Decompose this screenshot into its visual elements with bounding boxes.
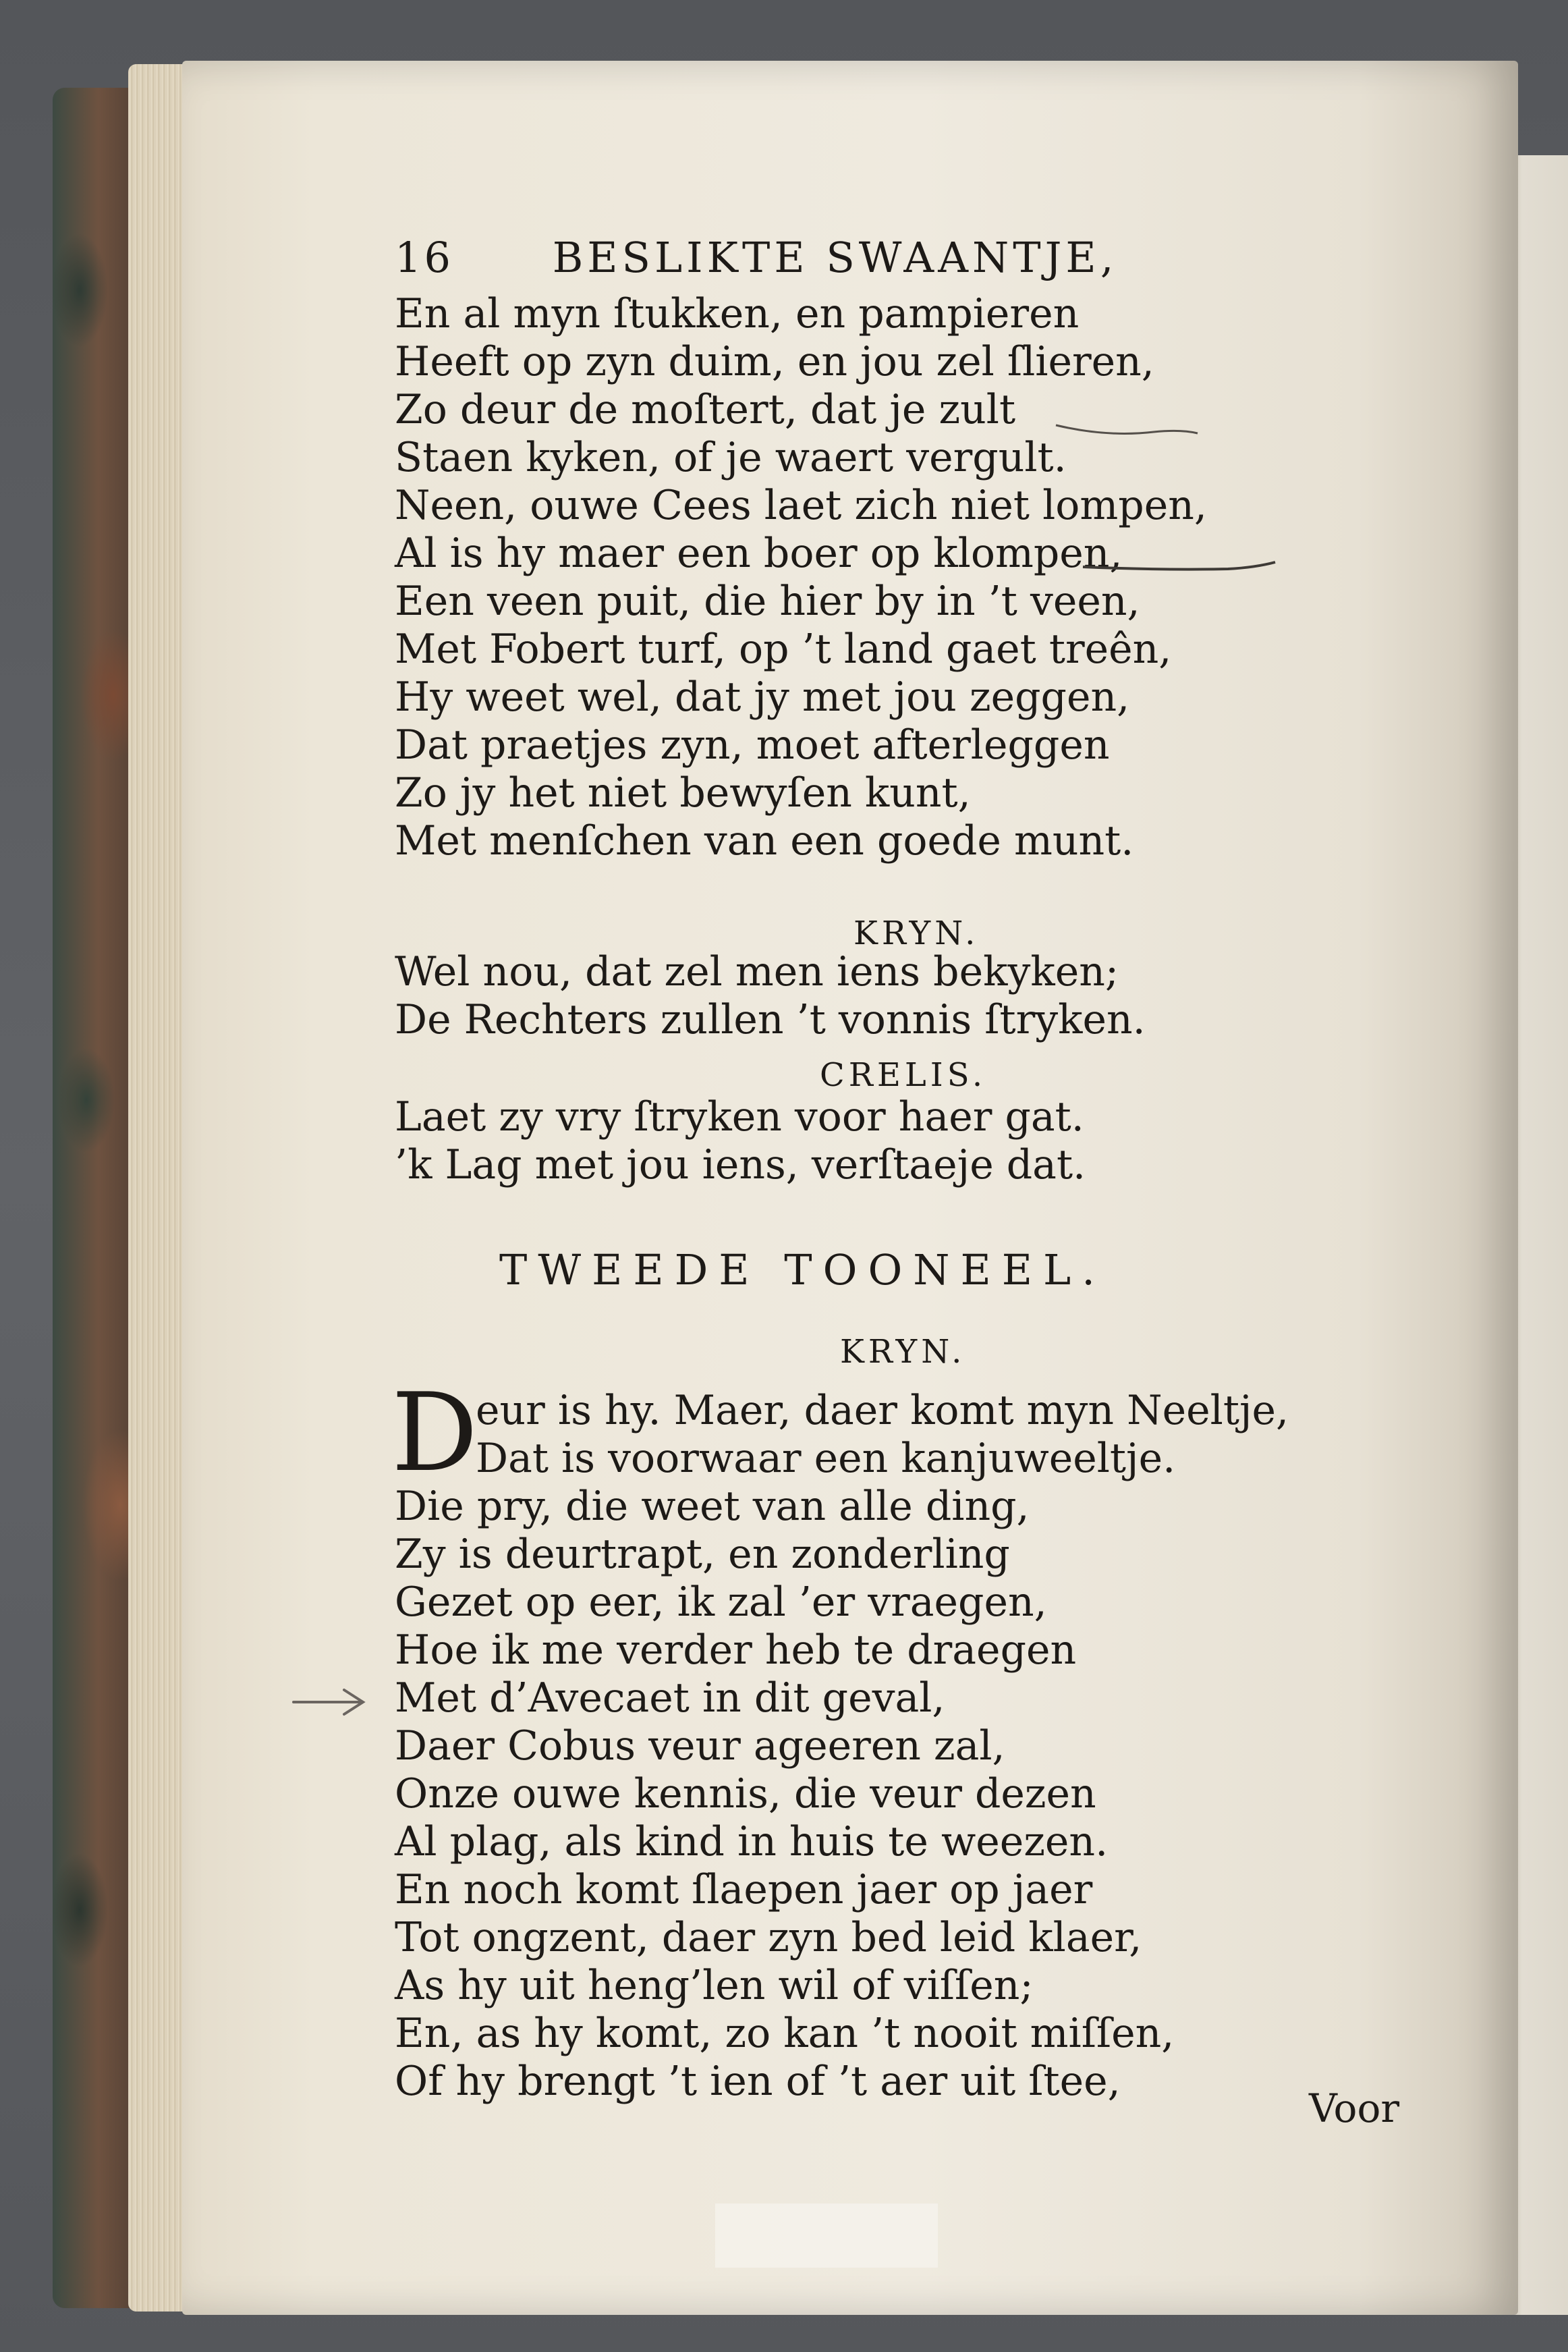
verse-line: Zo deur de moſtert, dat je zult (395, 386, 1016, 433)
verse-line: Met Fobert turf, op ’t land gaet treên, (395, 626, 1172, 673)
verse-line: eur is hy. Maer, daer komt myn Neeltje, (476, 1387, 1289, 1434)
verse-line: Daer Cobus veur ageeren zal, (395, 1722, 1005, 1770)
running-title: BESLIKTE SWAANTJE, (552, 233, 1118, 282)
verse-line: Hoe ik me verder heb te draegen (395, 1626, 1077, 1674)
verse-line: Of hy brengt ’t ien of ’t aer uit ſtee, (395, 2058, 1121, 2105)
verse-line: ’k Lag met jou iens, verſtaeje dat. (395, 1141, 1086, 1188)
verse-line: Met menſchen van een goede munt. (395, 817, 1134, 865)
verse-line: Dat praetjes zyn, moet afterleggen (395, 721, 1110, 769)
verse-line: Neen, ouwe Cees laet zich niet lompen, (395, 482, 1207, 529)
verse-line: Onze ouwe kennis, die veur dezen (395, 1770, 1096, 1817)
verse-line: Laet zy vry ſtryken voor haer gat. (395, 1093, 1084, 1141)
verse-line: Gezet op eer, ik zal ’er vraegen, (395, 1579, 1047, 1626)
scene-heading: TWEEDE TOONEEL. (499, 1245, 1106, 1294)
verse-line: Een veen puit, die hier by in ’t veen, (395, 578, 1140, 625)
verse-line: Met d’Avecaet in dit geval, (395, 1674, 945, 1722)
verse-line: Dat is voorwaar een kanjuweeltje. (476, 1435, 1176, 1482)
verse-block-top (395, 290, 1207, 865)
paper-label (715, 2204, 938, 2268)
verse-line: Al is hy maer een boer op klompen, (395, 530, 1123, 577)
verse-line: De Rechters zullen ’t vonnis ſtryken. (395, 996, 1146, 1043)
speaker-kryn: KRYN. (853, 914, 980, 952)
verse-line: As hy uit heng’len wil of viſſen; (395, 1962, 1034, 2009)
verse-line: Staen kyken, of je waert vergult. (395, 434, 1067, 481)
verse-line: Zy is deurtrapt, en zonderling (395, 1531, 1010, 1578)
speaker-crelis: CRELIS. (820, 1056, 987, 1094)
verse-block-crelis (395, 1093, 1086, 1189)
verse-line: Heeft op zyn duim, en jou zel ſlieren, (395, 338, 1154, 385)
verse-line: Hy weet wel, dat jy met jou zeggen, (395, 674, 1130, 721)
verse-line: Wel nou, dat zel men iens bekyken; (395, 948, 1119, 995)
verse-line: Zo jy het niet bewyſen kunt, (395, 769, 971, 817)
verse-line: Tot ongzent, daer zyn bed leid klaer, (395, 1914, 1142, 1961)
running-header (395, 233, 1339, 282)
speaker-kryn-scene: KRYN. (840, 1333, 966, 1371)
drop-cap: D (391, 1369, 478, 1496)
verse-line: En al myn ſtukken, en pampieren (395, 290, 1080, 337)
verse-line: Die pry, die weet van alle ding, (395, 1483, 1030, 1530)
page-number: 16 (395, 233, 453, 282)
verse-line: En, as hy komt, zo kan ’t nooit miſſen, (395, 2010, 1175, 2057)
pencil-arrow-icon (290, 1682, 371, 1722)
catchword: Voor (1309, 2085, 1400, 2131)
verse-block-kryn (395, 948, 1146, 1044)
verse-line: Al plag, als kind in huis te weezen. (395, 1818, 1109, 1865)
verse-line: En noch komt ſlaepen jaer op jaer (395, 1866, 1093, 1913)
